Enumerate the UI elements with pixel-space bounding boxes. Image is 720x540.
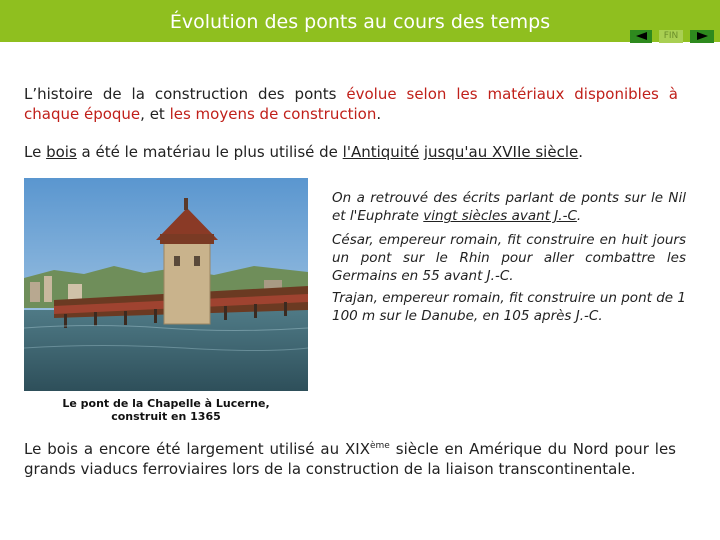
next-button[interactable] (690, 30, 714, 43)
fact-1-text: On a retrouvé des écrits parlant de ponts sur le Nil et l'Euphrate (332, 190, 686, 224)
fact-nile-euphrate (332, 189, 686, 225)
previous-button[interactable] (630, 30, 652, 43)
intro-paragraph (24, 84, 678, 124)
chapel-bridge-photo (24, 178, 308, 391)
intro-highlight-1: évolue selon les matériaux disponibles à chaque époque (24, 85, 678, 123)
closing-superscript: ème (369, 441, 390, 451)
bois-link[interactable]: bois (46, 143, 77, 161)
page-title: Évolution des ponts au cours des temps (169, 11, 551, 33)
closing-text-1: Le bois a encore été largement utilisé au XIX (24, 440, 370, 458)
antiquite-link[interactable]: l'Antiquité (342, 143, 420, 161)
fact-1-end: . (576, 208, 582, 224)
vingt-siecles-link[interactable]: vingt siècles avant J.-C (423, 208, 577, 224)
arrow-left-icon (636, 32, 647, 40)
fin-button[interactable]: FIN (659, 30, 683, 43)
closing-text-2: siècle en Amérique du Nord pour les grands viaducs ferroviaires lors de la construction de la liaison transcontinentale. (24, 440, 676, 478)
fact-trajan: Trajan, empereur romain, fit construire un pont de 1 100 m sur le Danube, en 105 après J.-C. (332, 290, 686, 324)
header-bar (0, 0, 720, 42)
bois-paragraph (24, 142, 684, 162)
bois-text-1: Le (24, 143, 47, 161)
bois-text-2: a été le matériau le plus utilisé de (76, 143, 343, 161)
intro-text-2: , et (140, 105, 170, 123)
photo-caption: Le pont de la Chapelle à Lucerne, construit en 1365 (62, 397, 270, 423)
closing-paragraph (24, 436, 676, 479)
xviie-siecle-link[interactable]: jusqu'au XVIIe siècle (423, 143, 579, 161)
intro-text-1: L’histoire de la construction des ponts (24, 85, 347, 103)
bois-text-4: . (578, 143, 583, 161)
arrow-right-icon (697, 32, 708, 40)
fact-cesar: César, empereur romain, fit construire en huit jours un pont sur le Rhin pour aller combattre les Germains en 55 avant J.-C. (332, 232, 686, 284)
intro-highlight-2: les moyens de construction (169, 105, 377, 123)
intro-text-3: . (376, 105, 382, 123)
